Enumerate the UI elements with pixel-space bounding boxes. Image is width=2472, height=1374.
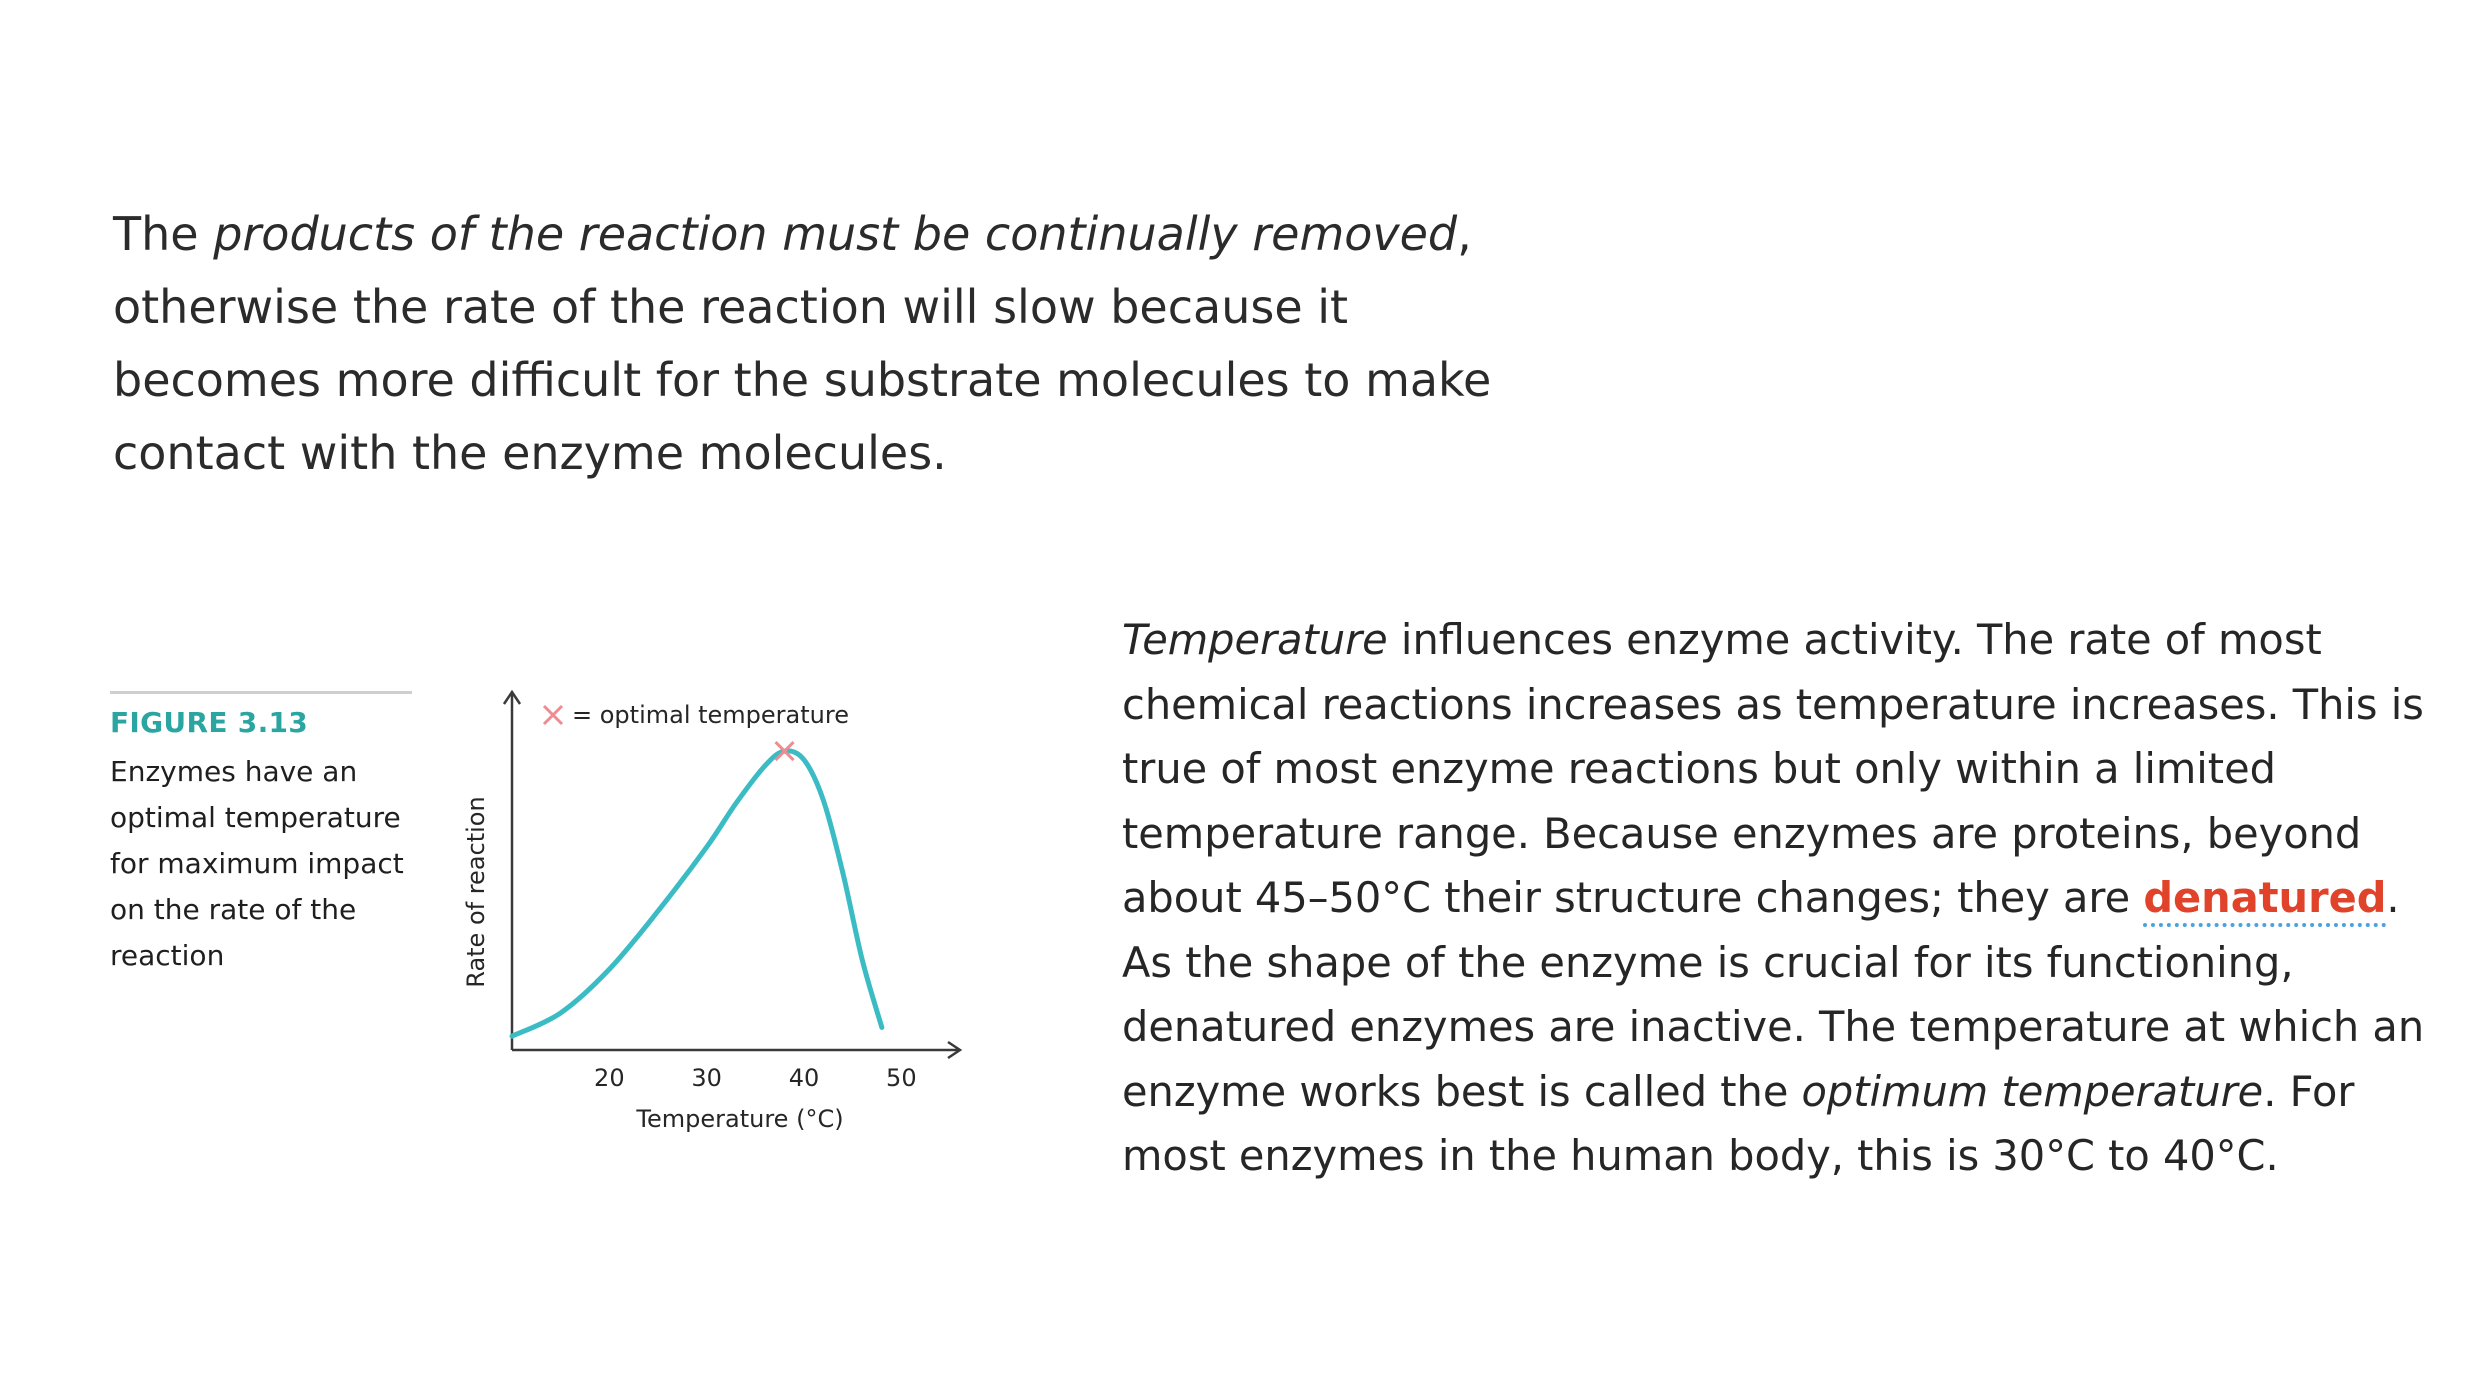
x-tick-label: 40 <box>788 1064 820 1092</box>
intro-emphasis: products of the reaction must be continually removed <box>213 207 1458 261</box>
intro-lead: The <box>113 207 214 261</box>
x-tick-label: 20 <box>594 1064 625 1092</box>
chart-legend <box>544 701 849 729</box>
temperature-part3: . For most enzymes in the human body, this is 30°C to 40°C. <box>1122 1066 2355 1180</box>
legend-cross-icon <box>544 706 562 724</box>
y-axis-label: Rate of reaction <box>462 796 490 988</box>
series-line <box>512 751 882 1036</box>
x-tick-label: 30 <box>691 1064 722 1092</box>
x-axis-label: Temperature (°C) <box>636 1105 844 1133</box>
temperature-part2: . As the shape of the enzyme is crucial for its functioning, denatured enzymes are inactive. The temperature at which an enzyme works best is called the <box>1122 873 2425 1116</box>
temperature-part1: influences enzyme activity. The rate of most chemical reactions increases as temperature increases. This is true of most enzyme reactions but only within a limited temperature range. Because enzymes are proteins, beyond about 45–50°C their structure changes; they are <box>1122 615 2424 922</box>
figure-divider <box>110 691 412 694</box>
denatured-key-term[interactable]: denatured <box>2143 873 2386 927</box>
enzyme-temperature-chart <box>440 670 1000 1140</box>
temperature-emphasis: Temperature <box>1122 615 1388 664</box>
legend-text: = optimal temperature <box>572 701 849 729</box>
intro-rest: , otherwise the rate of the reaction will slow because it becomes more difficult for the substrate molecules to make contact with the enzyme molecules. <box>113 207 1492 480</box>
x-tick-label: 50 <box>886 1064 917 1092</box>
figure-caption: Enzymes have an optimal temperature for maximum impact on the rate of the reaction <box>110 755 404 972</box>
optimum-temperature-term: optimum temperature <box>1801 1066 2264 1116</box>
temperature-paragraph <box>1122 608 2462 1189</box>
figure-label: FIGURE 3.13 <box>110 706 309 739</box>
x-tick-labels <box>594 1064 917 1092</box>
intro-paragraph <box>113 198 1533 490</box>
